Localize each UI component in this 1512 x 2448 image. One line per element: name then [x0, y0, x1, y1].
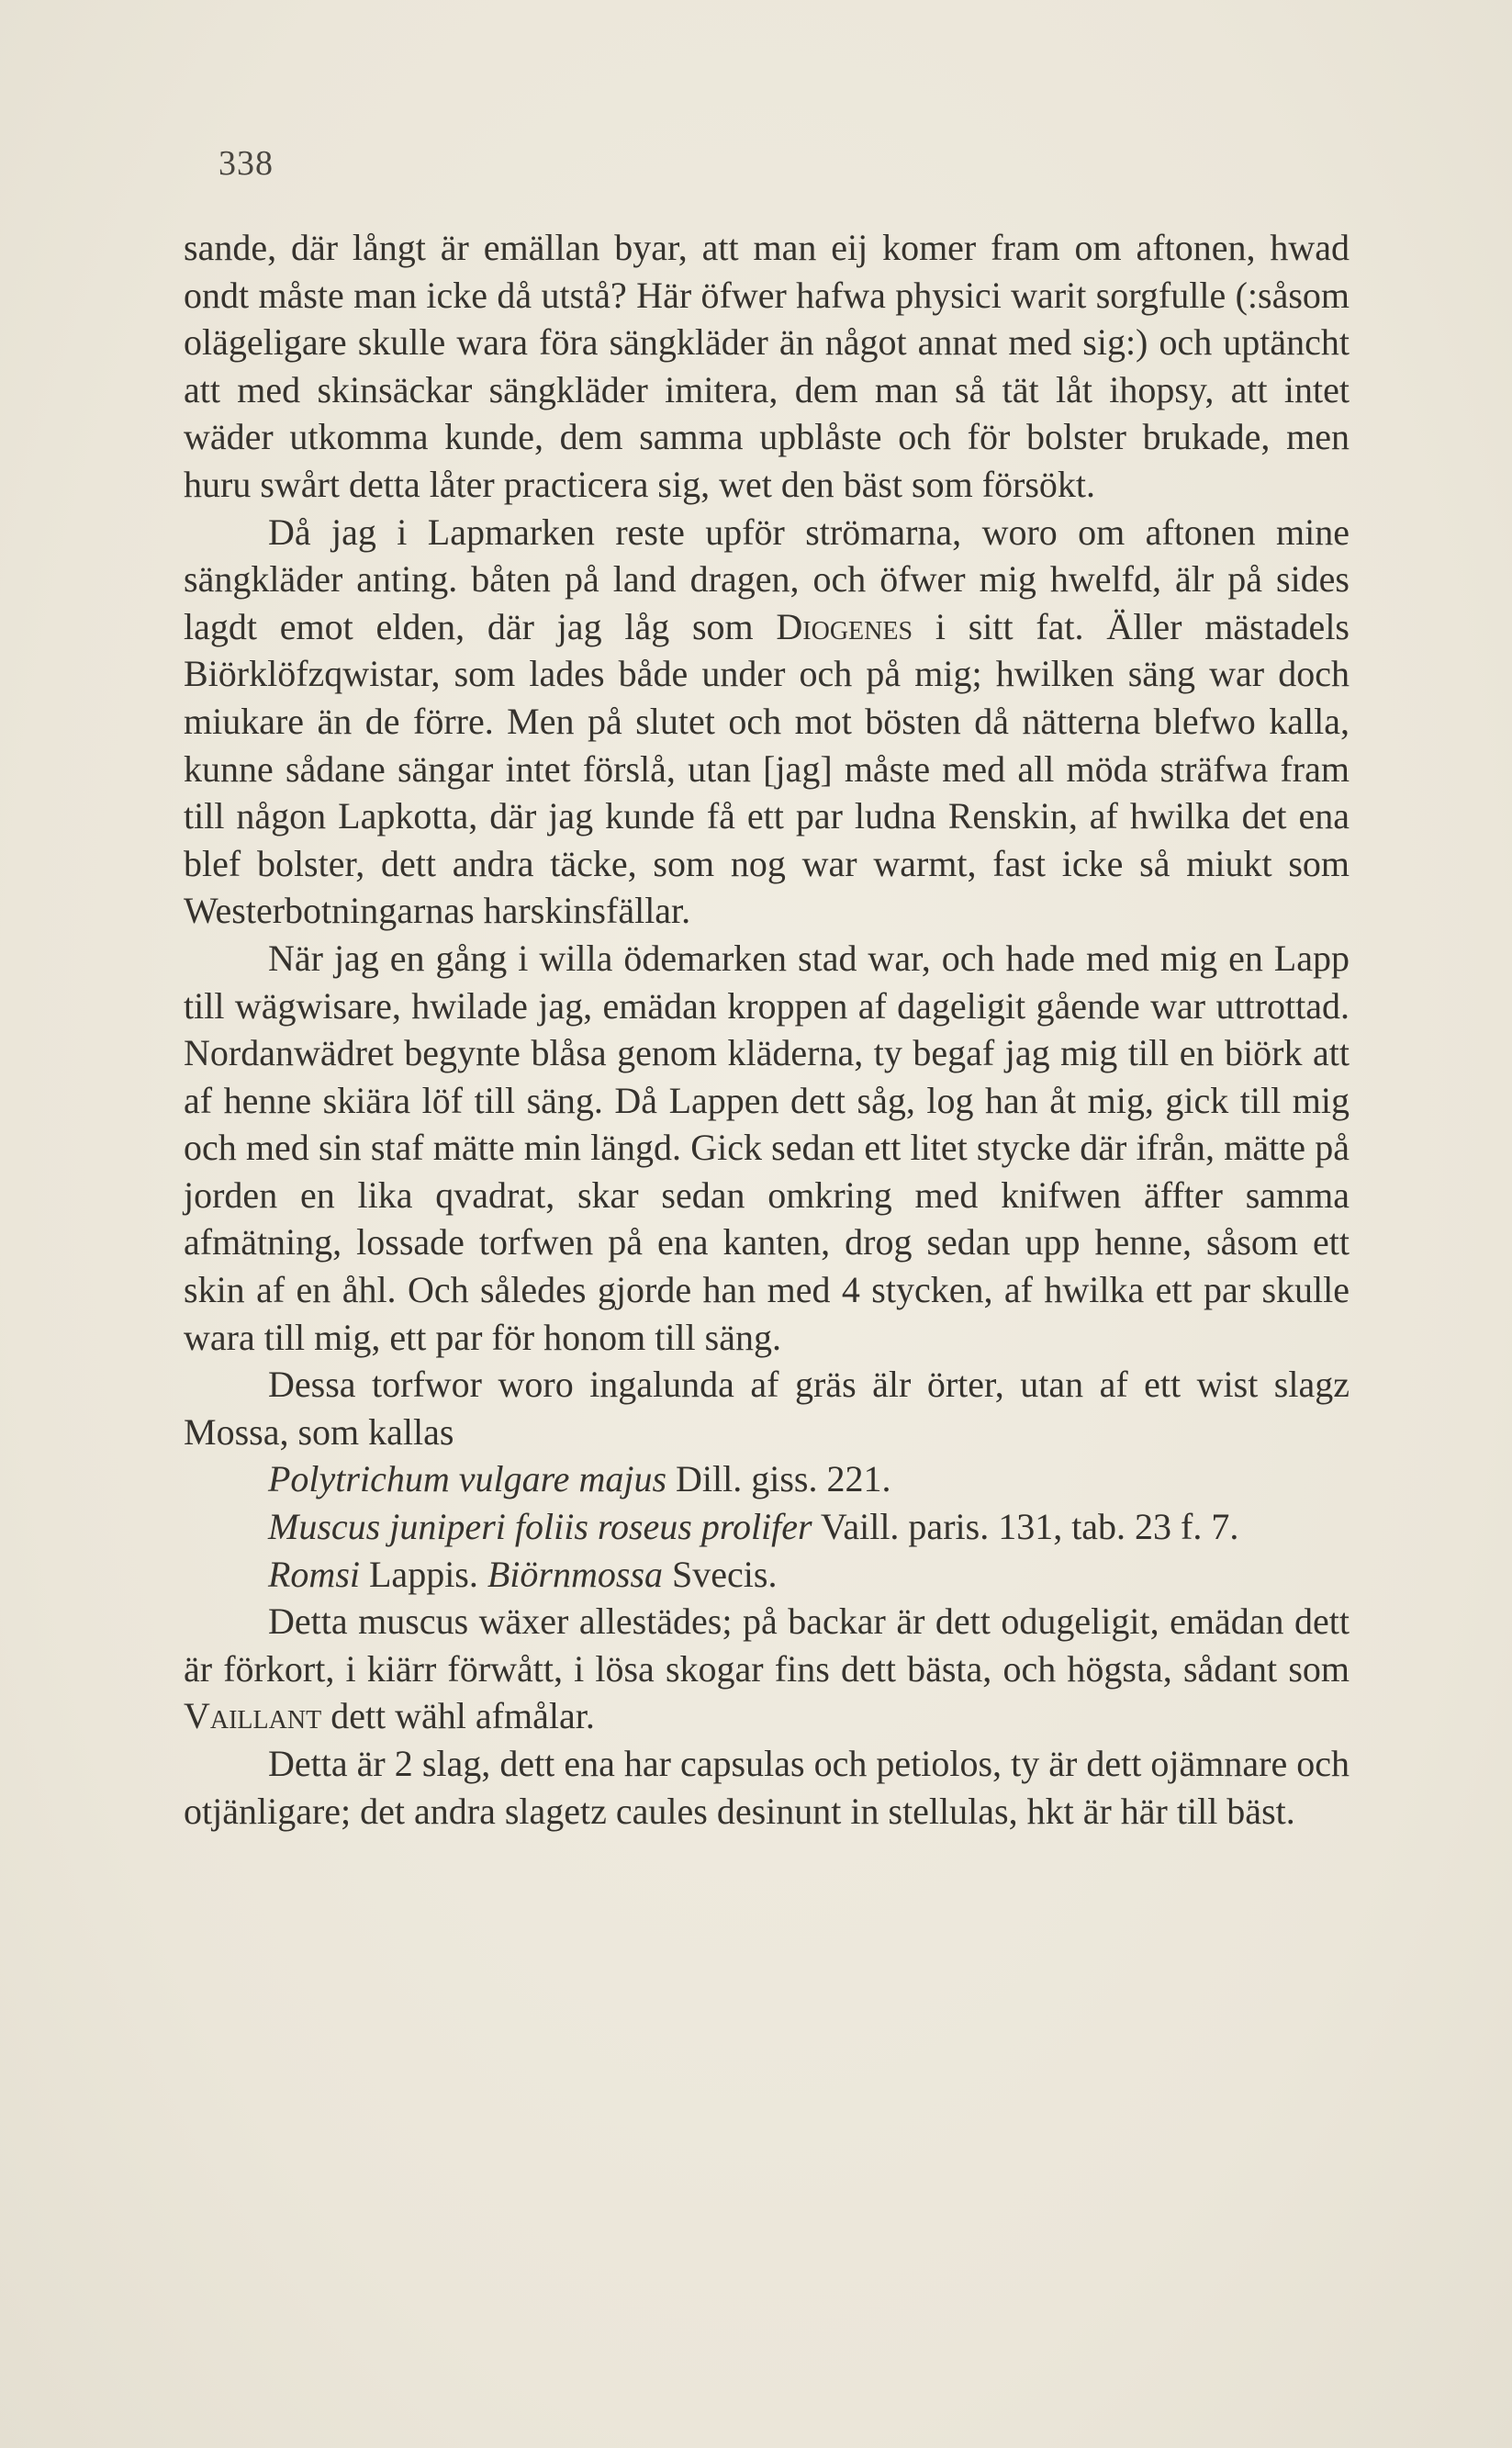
paragraph-1: sande, där långt är emällan byar, att man eij komer fram om aftonen, hwad ondt måste man icke då utstå? Här öfwer hafwa physici warit sorgfulle (:såsom olägeligare skulle wara föra sängkläder än något annat med sig:) och uptäncht att med skinsäckar sängkläder imitera, dem man så tät låt ihopsy, att intet wäder utkomma kunde, dem samma upblåste och för bolster brukade, men huru swårt detta låter practicera sig, wet den bäst som försökt. — [184, 227, 1350, 505]
latin-name-polytrichum: Polytrichum vulgare majus — [268, 1458, 667, 1500]
paragraph-2 — [184, 509, 1350, 935]
paragraph-7 — [184, 1551, 1350, 1599]
paragraph-5 — [184, 1455, 1350, 1503]
paragraph-8-text-after: dett wähl afmålar. — [321, 1695, 595, 1737]
paragraph-3: När jag en gång i willa ödemarken stad war, och hade med mig en Lapp till wägwisare, hwilade jag, emädan kroppen af dageligit gående war uttrottad. Nordanwädret begynte blåsa genom kläderna, ty begaf jag mig till en biörk att af henne skiära löf till säng. Då Lappen dett såg, log han åt mig, gick till mig och med sin staf mätte min längd. Gick sedan ett litet stycke där ifrån, mätte på jorden en lika qvadrat, skar sedan omkring med knifwen äffter samma afmätning, lossade torfwen på ena kanten, drog sedan upp henne, såsom ett skin af en åhl. Och således gjorde han med 4 stycken, af hwilka ett par skulle wara till mig, ett par för honom till säng. — [184, 937, 1350, 1358]
paragraph-9: Detta är 2 slag, dett ena har capsulas och petiolos, ty är dett ojämnare och otjänligare; det andra slagetz caules desinunt in stellulas, hkt är här till bäst. — [184, 1743, 1350, 1832]
reference-vaill: Vaill. paris. 131, tab. 23 f. 7. — [812, 1506, 1239, 1548]
paragraph-8 — [184, 1598, 1350, 1740]
reference-dill: Dill. giss. 221. — [666, 1458, 891, 1500]
name-diogenes: Diogenes — [776, 605, 913, 647]
page-number: 338 — [218, 144, 274, 183]
name-romsi: Romsi — [268, 1553, 360, 1595]
label-svecis: Svecis. — [663, 1553, 778, 1595]
latin-name-muscus: Muscus juniperi foliis roseus prolifer — [268, 1506, 812, 1548]
body-text — [184, 224, 1350, 1835]
paragraph-2-text-after: i sitt fat. Äller mästadels Biörklöfzqwistar, som lades både under och på mig; hwilken säng war doch miukare än de förre. Men på slutet och mot bösten då nätterna blefwo kalla, kunne sådane sängar intet förslå, utan [jag] måste med all möda sträfwa fram till någon Lapkotta, där jag kunde få ett par ludna Renskin, af hwilka det ena blef bolster, dett andra täcke, som nog war warmt, fast icke så miukt som Westerbotningarnas harskinsfällar. — [184, 605, 1350, 932]
paragraph-6 — [184, 1503, 1350, 1551]
paragraph-8-text-before: Detta muscus wäxer allestädes; på backar är dett odugeligit, emädan dett är förkort, i kiärr förwått, i lösa skogar fins dett bästa, och högsta, sådant som — [184, 1600, 1350, 1690]
name-vaillant: Vaillant — [184, 1695, 322, 1737]
paragraph-4: Dessa torfwor woro ingalunda af gräs älr örter, utan af ett wist slagz Mossa, som kallas — [184, 1364, 1350, 1453]
label-lappis: Lappis. — [360, 1553, 487, 1595]
paragraph-2-text-before: Då jag i Lapmarken reste upför strömarna, woro om aftonen mine sängkläder anting. båten på land dragen, och öfwer mig hwelfd, älr på sides lagdt emot elden, där jag låg som — [184, 511, 1350, 647]
name-biornmossa: Biörnmossa — [487, 1553, 664, 1595]
